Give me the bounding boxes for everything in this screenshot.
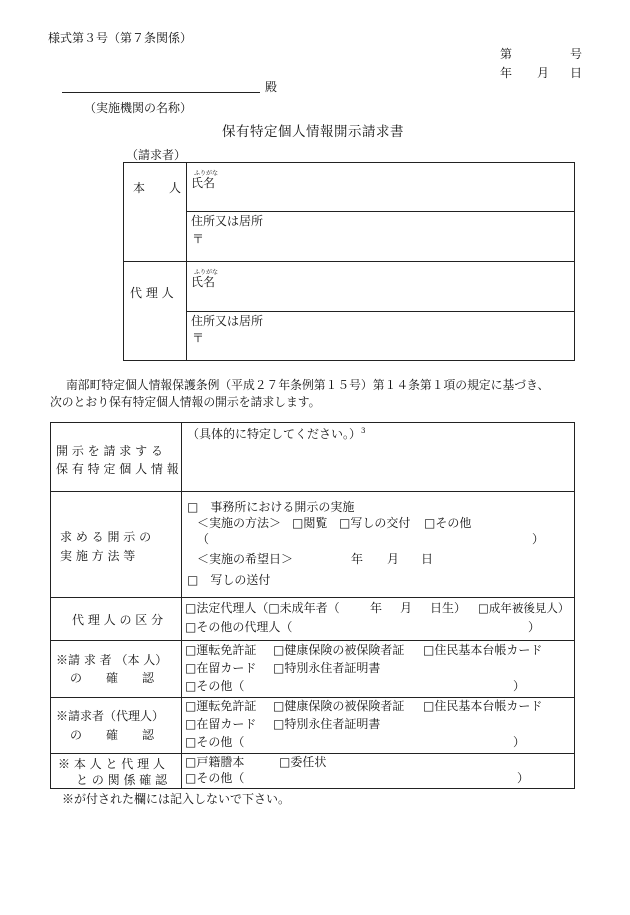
form-number: 様式第３号（第７条関係） bbox=[48, 31, 193, 45]
method-wish-year: 年 bbox=[351, 552, 364, 566]
self-name-field[interactable]: 氏名 bbox=[191, 176, 216, 190]
relation-label-2: と の 関 係 確 認 bbox=[76, 773, 168, 787]
agent-type-label: 代 理 人 の 区 分 bbox=[72, 613, 164, 627]
method-how-label: ＜実施の方法＞ bbox=[197, 516, 282, 530]
agent-resident-card-checkbox[interactable]: □住民基本台帳カード bbox=[423, 699, 543, 713]
info-label-2: 保 有 特 定 個 人 情 報 bbox=[56, 462, 179, 476]
method-label-2: 実 施 方 法 等 bbox=[60, 549, 136, 563]
footer-note: ※が付された欄には記入しないで下さい。 bbox=[62, 792, 291, 806]
method-other-checkbox[interactable]: □その他 bbox=[424, 516, 472, 530]
info-field[interactable] bbox=[187, 424, 365, 441]
agent-type-year: 年 bbox=[370, 601, 383, 615]
method-other-field[interactable] bbox=[215, 532, 525, 546]
self-postal-mark: 〒 bbox=[192, 232, 205, 246]
agent-type-other-checkbox[interactable]: □その他の代理人（ bbox=[185, 620, 293, 634]
agent-type-month: 月 bbox=[400, 601, 413, 615]
agent-other-checkbox[interactable]: □その他（ bbox=[185, 735, 245, 749]
agent-type-other-close: ） bbox=[528, 620, 541, 634]
relation-other-close: ） bbox=[517, 771, 530, 785]
method-label-1: 求 め る 開 示 の bbox=[60, 530, 152, 544]
date-day: 日 bbox=[570, 66, 583, 80]
confirm-agent-label-2: の 確 認 bbox=[70, 728, 155, 742]
relation-label-1: ※ 本 人 と 代 理 人 bbox=[58, 757, 165, 771]
agent-residence-card-checkbox[interactable]: □在留カード bbox=[185, 717, 257, 731]
self-license-checkbox[interactable]: □運転免許証 bbox=[185, 643, 257, 657]
number-go: 号 bbox=[570, 47, 583, 61]
relation-ininjo-checkbox[interactable]: □委任状 bbox=[279, 755, 327, 769]
self-resident-card-checkbox[interactable]: □住民基本台帳カード bbox=[423, 643, 543, 657]
self-residence-card-checkbox[interactable]: □在留カード bbox=[185, 661, 257, 675]
method-copy-checkbox[interactable]: □写しの交付 bbox=[339, 516, 411, 530]
page-title: 保有特定個人情報開示請求書 bbox=[222, 124, 404, 140]
agent-type-legal-checkbox[interactable]: □法定代理人（□未成年者（ bbox=[185, 601, 340, 615]
agent-postal-mark: 〒 bbox=[192, 331, 205, 345]
furigana-agent: ふりがな bbox=[194, 269, 219, 276]
confirm-agent-label-1: ※請求者（代理人） bbox=[56, 709, 165, 723]
relation-other-checkbox[interactable]: □その他（ bbox=[185, 771, 245, 785]
agent-other-close: ） bbox=[513, 735, 526, 749]
furigana-self: ふりがな bbox=[194, 170, 219, 177]
method-mail-checkbox[interactable]: □ 写しの送付 bbox=[187, 573, 271, 587]
relation-koseki-checkbox[interactable]: □戸籍謄本 bbox=[185, 755, 245, 769]
agent-type-dayborn: 日生） bbox=[430, 601, 467, 615]
date-month: 月 bbox=[537, 66, 550, 80]
info-note: （具体的に特定してください。） bbox=[187, 427, 362, 441]
confirm-self-label-1: ※請 求 者 （本 人） bbox=[56, 653, 168, 667]
agent-type-adult-ward-checkbox[interactable]: □成年被後見人） bbox=[478, 601, 570, 615]
self-address-field[interactable]: 住所又は居所 bbox=[191, 214, 264, 228]
date-year: 年 bbox=[500, 66, 513, 80]
self-other-checkbox[interactable]: □その他（ bbox=[185, 679, 245, 693]
intro-text-1: 南部町特定個人情報保護条例（平成２７年条例第１５号）第１４条第１項の規定に基づき、 bbox=[66, 378, 550, 392]
addressee-underline[interactable] bbox=[62, 92, 260, 93]
method-view-checkbox[interactable]: □閲覧 bbox=[292, 516, 328, 530]
self-special-perm-checkbox[interactable]: □特別永住者証明書 bbox=[273, 661, 381, 675]
requester-section-label: （請求者） bbox=[126, 148, 187, 162]
method-paren-close: ） bbox=[532, 532, 545, 546]
self-other-close: ） bbox=[513, 679, 526, 693]
method-wish-day: 日 bbox=[421, 552, 434, 566]
agent-license-checkbox[interactable]: □運転免許証 bbox=[185, 699, 257, 713]
number-dai: 第 bbox=[500, 47, 513, 61]
agent-name-field[interactable]: 氏名 bbox=[191, 275, 216, 289]
intro-text-2: 次のとおり保有特定個人情報の開示を請求します。 bbox=[50, 395, 321, 409]
self-insurance-checkbox[interactable]: □健康保険の被保険者証 bbox=[273, 643, 405, 657]
info-note-sup: 3 bbox=[361, 427, 366, 435]
method-office-checkbox[interactable]: □ 事務所における開示の実施 bbox=[187, 500, 355, 514]
method-paren-open: （ bbox=[197, 532, 210, 546]
self-label: 本 人 bbox=[133, 181, 182, 195]
agent-insurance-checkbox[interactable]: □健康保険の被保険者証 bbox=[273, 699, 405, 713]
agent-label: 代 理 人 bbox=[130, 286, 174, 300]
method-wish-month: 月 bbox=[387, 552, 400, 566]
agency-name-label: （実施機関の名称） bbox=[84, 101, 193, 115]
method-wish-label: ＜実施の希望日＞ bbox=[197, 552, 294, 566]
confirm-self-label-2: の 確 認 bbox=[70, 671, 155, 685]
agent-address-field[interactable]: 住所又は居所 bbox=[191, 314, 264, 328]
addressee-suffix: 殿 bbox=[265, 80, 278, 94]
info-label-1: 開 示 を 請 求 す る bbox=[56, 444, 163, 458]
agent-special-perm-checkbox[interactable]: □特別永住者証明書 bbox=[273, 717, 381, 731]
